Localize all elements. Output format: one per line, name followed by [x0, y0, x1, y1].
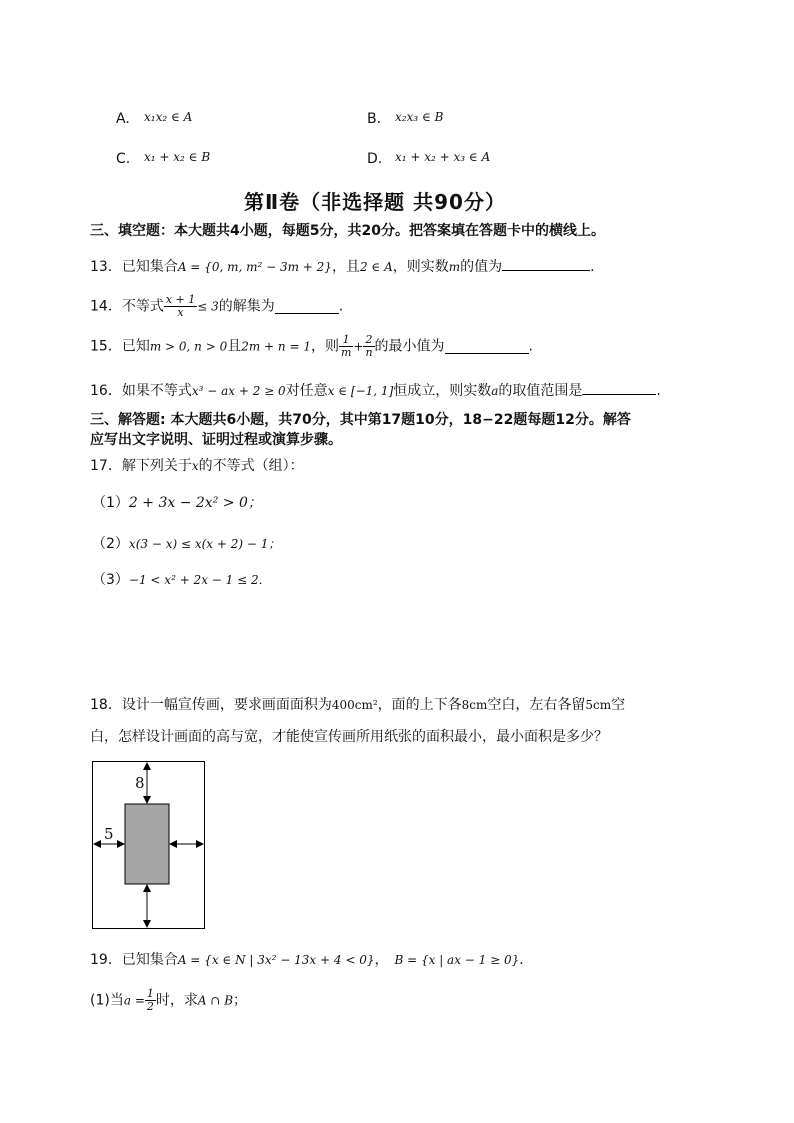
q16-var: a [491, 384, 499, 398]
section-title: 第Ⅱ卷（非选择题 共90分） [244, 190, 506, 214]
q18-line1-b: ，面的上下各 [377, 697, 462, 713]
q13-answer-blank[interactable] [502, 256, 590, 271]
question-18-line-1 [90, 696, 625, 714]
option-b-math: x₂x₃ ∈ B [395, 110, 444, 124]
q14-post: 的解集为 [218, 298, 275, 315]
option-d-label: D. [367, 151, 383, 167]
q14-frac-den: x [177, 306, 184, 319]
fill-blank-header: 三、填空题：本大题共4小题，每题5分，共20分。把答案填在答题卡中的横线上。 [90, 223, 605, 239]
q17-part-1 [92, 494, 262, 512]
q15-answer-blank[interactable] [445, 339, 529, 354]
q14-number: 14． [90, 298, 122, 315]
solve-header-line-2: 应写出文字说明、证明过程或演算步骤。 [90, 432, 342, 448]
q18-side-margin: 5cm [585, 698, 612, 712]
q19-sep: ， [374, 952, 389, 968]
option-d-math: x₁ + x₂ + x₃ ∈ A [395, 150, 491, 164]
q17-var: x [191, 459, 199, 473]
q14-fraction [164, 294, 197, 319]
q13-cond: 2 ∈ A [359, 260, 393, 274]
poster-diagram [92, 761, 205, 929]
q19-p1-end: ； [233, 992, 248, 1009]
q15-f2-den: n [365, 346, 373, 359]
q15-f2-num: 2 [363, 334, 374, 347]
q14-rel: ≤ 3 [197, 299, 219, 314]
q15-f1-num: 1 [339, 334, 353, 347]
q15-mid: 且 [227, 338, 242, 355]
q13-set: A = {0, m, m² − 3m + 2} [177, 260, 332, 274]
q15-plus: + [353, 339, 364, 354]
option-b-label: B. [367, 111, 382, 127]
q16-post: 恒成立，则实数 [393, 383, 492, 399]
q13-post: ，则实数 [392, 259, 449, 275]
question-19 [90, 951, 533, 969]
question-17 [90, 457, 304, 475]
q14-answer-blank[interactable] [275, 299, 339, 314]
q18-number: 18． [90, 697, 122, 713]
q17-p1-label: （1） [92, 495, 129, 511]
q13-pre: 已知集合 [121, 259, 178, 275]
option-c-math: x₁ + x₂ ∈ B [144, 150, 211, 164]
q14-dot: . [338, 298, 344, 315]
q17-part-3 [92, 571, 271, 589]
q17-p2-math: x(3 − x) ≤ x(x + 2) − 1； [128, 537, 281, 551]
q13-end: 的值为 [460, 259, 503, 275]
q16-range: x ∈ [−1, 1] [327, 384, 394, 398]
q13-dot: . [590, 259, 595, 275]
q19-part-1 [90, 988, 247, 1013]
option-a-label: A. [116, 111, 130, 127]
q16-answer-blank[interactable] [582, 380, 656, 395]
q15-end: 的最小值为 [374, 338, 445, 355]
q16-number: 16． [90, 383, 122, 399]
q15-cond1: m > 0, n > 0 [149, 339, 228, 354]
q19-p1-fraction [145, 988, 156, 1013]
q18-line1-d: 空 [611, 697, 626, 713]
question-14 [90, 294, 343, 319]
q14-frac-num: x + 1 [165, 293, 196, 306]
question-18-line-2: 白，怎样设计画面的高与宽，才能使宣传画所用纸张的面积最小，最小面积是多少？ [90, 729, 608, 745]
q18-line1-a: 设计一幅宣传画，要求画面面积为 [121, 697, 332, 713]
q18-top-margin: 8cm [461, 698, 488, 712]
option-a-math: x₁x₂ ∈ A [144, 110, 193, 124]
q19-p1-mid: 时，求 [155, 992, 198, 1009]
q13-number: 13． [90, 259, 122, 275]
q17-p2-label: （2） [92, 536, 129, 552]
q16-end: 的取值范围是 [498, 383, 583, 399]
q17-p3-label: （3） [92, 572, 129, 588]
q19-p1-expr: A ∩ B [197, 993, 234, 1008]
q16-pre: 如果不等式 [121, 383, 192, 399]
q15-cond2: 2m + n = 1 [241, 339, 311, 354]
q14-pre: 不等式 [121, 298, 164, 315]
q19-pre: 已知集合 [121, 952, 178, 968]
q15-fraction-1 [339, 334, 353, 359]
top-margin-label: 8 [135, 774, 145, 792]
q19-number: 19． [90, 952, 122, 968]
q19-p1-den: 2 [146, 1000, 154, 1013]
q17-part-2 [92, 535, 280, 553]
q16-ineq: x³ − ax + 2 ≥ 0 [191, 384, 286, 398]
question-16 [90, 380, 661, 400]
solve-header-line-1: 三、解答题: 本大题共6小题，共70分，其中第17题10分，18−22题每题12分。解答 [90, 412, 631, 428]
q17-number: 17． [90, 458, 122, 474]
q17-p1-math: 2 + 3x − 2x² > 0； [128, 495, 262, 511]
q19-dot: ． [519, 952, 534, 968]
question-15 [90, 334, 533, 359]
q18-area: 400cm² [331, 698, 378, 712]
q19-set-a: A = {x ∈ N | 3x² − 13x + 4 < 0} [177, 953, 375, 967]
q16-dot: . [656, 383, 661, 399]
q19-p1-var: a = [123, 993, 145, 1008]
q15-fraction-2 [363, 334, 374, 359]
question-13 [90, 256, 595, 276]
q19-p1-label: (1)当 [90, 992, 124, 1009]
option-c-label: C. [116, 151, 131, 167]
q15-dot: . [528, 338, 533, 355]
q18-line1-c: 空白，左右各留 [487, 697, 586, 713]
picture-area [125, 804, 169, 884]
q19-p1-num: 1 [146, 987, 154, 1000]
q17-text-pre: 解下列关于 [121, 458, 192, 474]
q16-mid: 对任意 [285, 383, 328, 399]
q15-number: 15． [90, 338, 122, 355]
q15-pre: 已知 [121, 338, 150, 355]
q19-set-b: B = {x | ax − 1 ≥ 0} [394, 953, 520, 967]
q15-post: ，则 [310, 338, 339, 355]
q13-mid: ，且 [331, 259, 360, 275]
q17-p3-math: −1 < x² + 2x − 1 ≤ 2． [128, 573, 271, 587]
q17-text-post: 的不等式（组）： [198, 458, 304, 474]
side-margin-label: 5 [104, 825, 114, 843]
q13-var: m [448, 260, 461, 274]
q15-f1-den: m [340, 346, 352, 359]
